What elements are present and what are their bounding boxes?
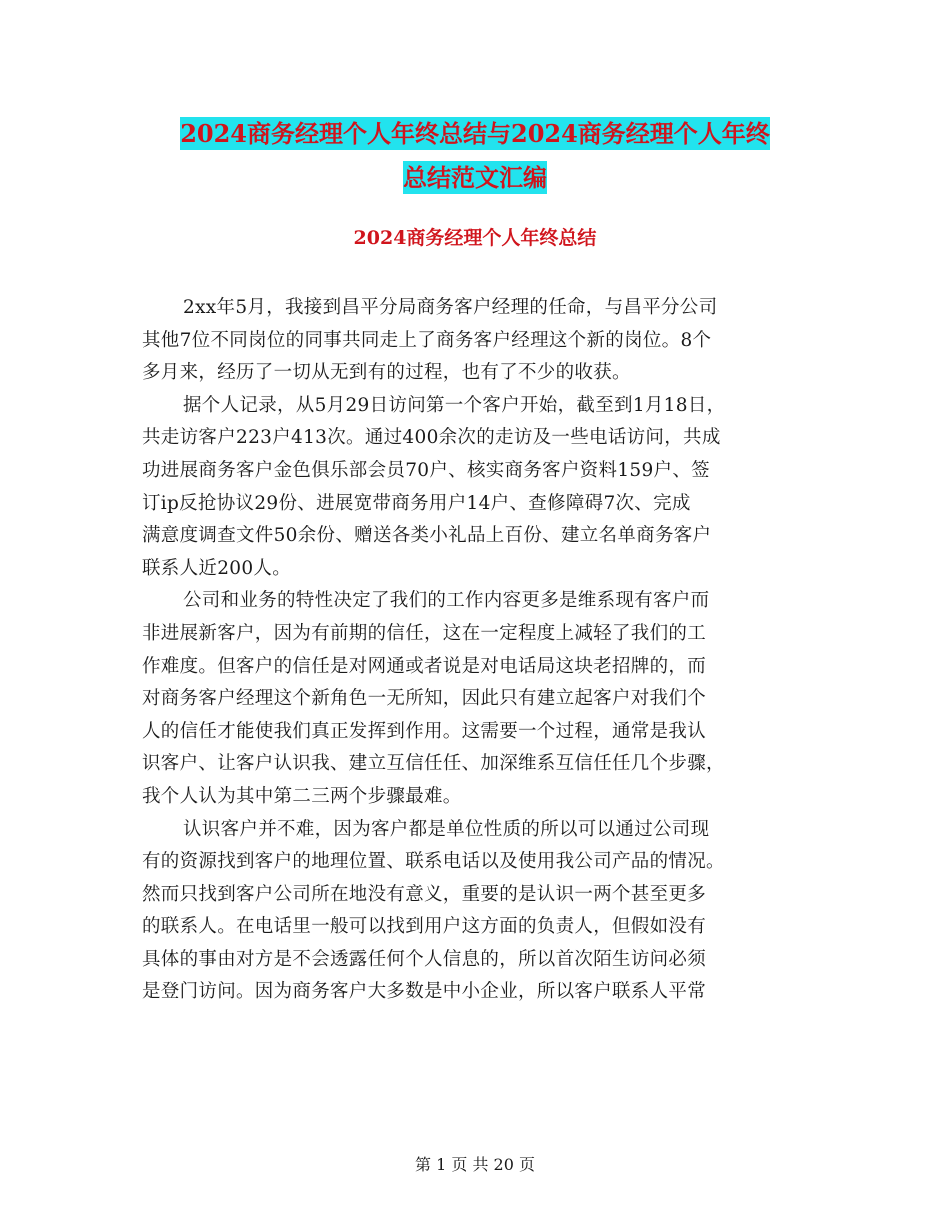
body-line: 公司和业务的特性决定了我们的工作内容更多是维系现有客户而 <box>183 590 710 612</box>
body-line: 识客户、让客户认识我、建立互信任任、加深维系互信任任几个步骤， <box>142 753 725 775</box>
body-line: 其他7位不同岗位的同事共同走上了商务客户经理这个新的岗位。8个 <box>142 329 712 351</box>
body-text <box>142 292 822 1009</box>
body-line: 订ip反抢协议29份、进展宽带商务用户14户、查修障碍7次、完成 <box>142 492 691 514</box>
document-title <box>0 112 950 200</box>
body-line: 我个人认为其中第二三两个步骤最难。 <box>142 785 462 807</box>
body-line: 作难度。但客户的信任是对网通或者说是对电话局这块老招牌的，而 <box>142 655 707 677</box>
body-line: 人的信任才能使我们真正发挥到作用。这需要一个过程，通常是我认 <box>142 720 707 742</box>
page-footer: 第 1 页 共 20 页 <box>415 1155 535 1174</box>
body-line: 满意度调查文件50余份、赠送各类小礼品上百份、建立名单商务客户 <box>142 525 712 547</box>
body-line: 2xx年5月，我接到昌平分局商务客户经理的任命，与昌平分公司 <box>183 297 718 318</box>
body-line: 的联系人。在电话里一般可以找到用户这方面的负责人，但假如没有 <box>142 916 707 938</box>
body-line: 共走访客户223户413次。通过400余次的走访及一些电话访问，共成 <box>142 427 721 449</box>
body-line: 具体的事由对方是不会透露任何个人信息的，所以首次陌生访问必须 <box>142 948 707 970</box>
body-line: 然而只找到客户公司所在地没有意义，重要的是认识一两个甚至更多 <box>142 883 707 905</box>
body-line: 据个人记录，从5月29日访问第一个客户开始，截至到1月18日， <box>183 394 726 416</box>
body-line: 认识客户并不难，因为客户都是单位性质的所以可以通过公司现 <box>183 818 710 840</box>
body-line: 是登门访问。因为商务客户大多数是中小企业，所以客户联系人平常 <box>142 981 707 1003</box>
body-line: 功进展商务客户金色俱乐部会员70户、核实商务客户资料159户、签 <box>142 459 710 481</box>
body-line: 有的资源找到客户的地理位置、联系电话以及使用我公司产品的情况。 <box>142 851 725 873</box>
body-line: 联系人近200人。 <box>142 557 292 579</box>
document-title-line-1: 2024商务经理个人年终总结与2024商务经理个人年终 <box>180 119 770 148</box>
document-title-line-2: 总结范文汇编 <box>403 163 547 192</box>
body-line: 对商务客户经理这个新角色一无所知，因此只有建立起客户对我们个 <box>142 688 707 710</box>
section-title: 2024商务经理个人年终总结 <box>353 227 597 249</box>
body-line: 多月来，经历了一切从无到有的过程，也有了不少的收获。 <box>142 362 631 384</box>
body-line: 非进展新客户，因为有前期的信任，这在一定程度上减轻了我们的工 <box>142 622 707 644</box>
